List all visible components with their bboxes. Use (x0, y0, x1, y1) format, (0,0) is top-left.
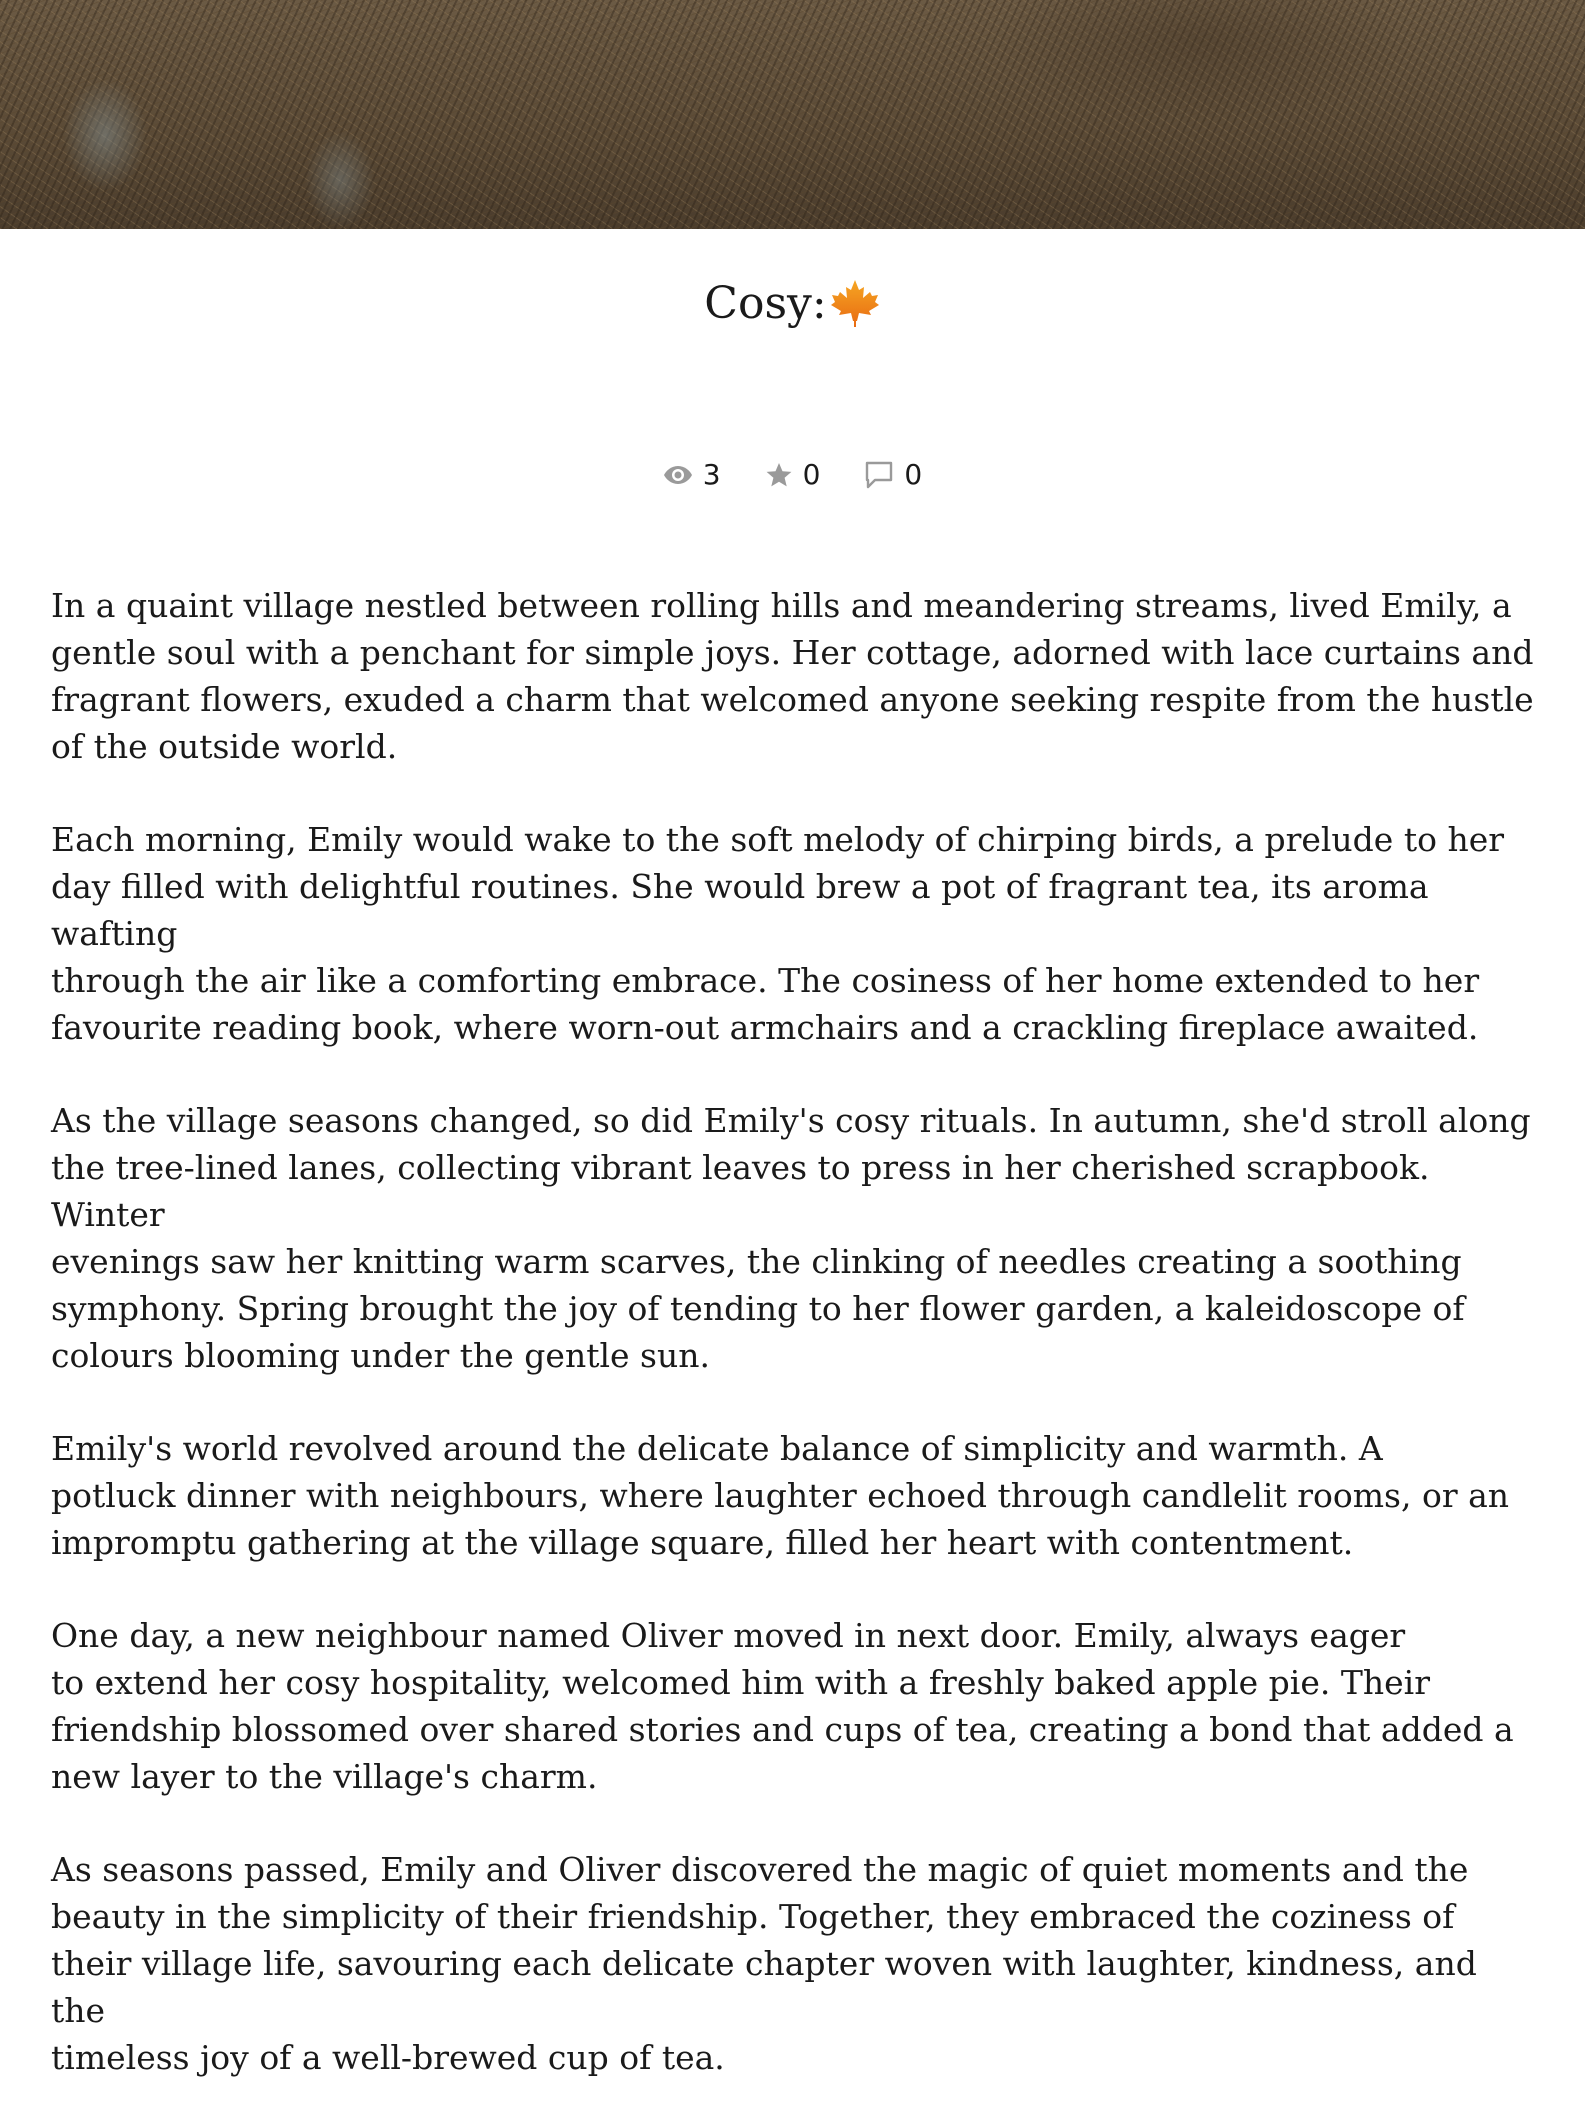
post-title (0, 272, 1585, 336)
stars-count: 0 (802, 458, 821, 491)
maple-leaf-icon (829, 277, 881, 329)
paragraph: Emily's world revolved around the delicate balance of simplicity and warmth. A potluck dinner with neighbours, where laughter echoed through candlelit rooms, or an impromptu gathering at the village square, filled her heart with contentment. (51, 1429, 1510, 1562)
stars-stat[interactable] (765, 458, 821, 491)
post-body (51, 582, 1541, 2127)
star-icon (765, 461, 793, 489)
paragraph: As seasons passed, Emily and Oliver discovered the magic of quiet moments and the beauty in the simplicity of their friendship. Together, they embraced the coziness of their village life, savouring each delicate chapter woven with laughter, kindness, and the timeless joy of a well-brewed cup of tea. (51, 1850, 1477, 2077)
paragraph: Each morning, Emily would wake to the soft melody of chirping birds, a prelude to her day filled with delightful routines. She would brew a pot of fragrant tea, its aroma wafting through the air like a comforting embrace. The cosiness of her home extended to her favourite reading book, where worn-out armchairs and a crackling fireplace awaited. (51, 820, 1504, 1047)
eye-icon (663, 464, 693, 486)
views-count: 3 (702, 458, 721, 491)
comment-bubble-icon (864, 460, 894, 490)
post-title-text: Cosy: (704, 278, 827, 329)
paragraph: One day, a new neighbour named Oliver moved in next door. Emily, always eager to extend her cosy hospitality, welcomed him with a freshly baked apple pie. Their friendship blossomed over shared stories and cups of tea, creating a bond that added a new layer to the village's charm. (51, 1616, 1514, 1796)
post-stats (0, 458, 1585, 491)
comments-stat[interactable] (864, 458, 922, 491)
header-image (0, 0, 1585, 229)
paragraph: In a quaint village nestled between rolling hills and meandering streams, lived Emily, a gentle soul with a penchant for simple joys. Her cottage, adorned with lace curtains and fragrant flowers, exuded a charm that welcomed anyone seeking respite from the hustle of the outside world. (51, 586, 1534, 766)
paragraph: As the village seasons changed, so did Emily's cosy rituals. In autumn, she'd stroll along the tree-lined lanes, collecting vibrant leaves to press in her cherished scrapbook. Winter evenings saw her knitting warm scarves, the clinking of needles creating a soothing symphony. Spring brought the joy of tending to her flower garden, a kaleidoscope of colours blooming under the gentle sun. (51, 1101, 1531, 1375)
views-stat[interactable] (663, 458, 721, 491)
comments-count: 0 (904, 458, 923, 491)
